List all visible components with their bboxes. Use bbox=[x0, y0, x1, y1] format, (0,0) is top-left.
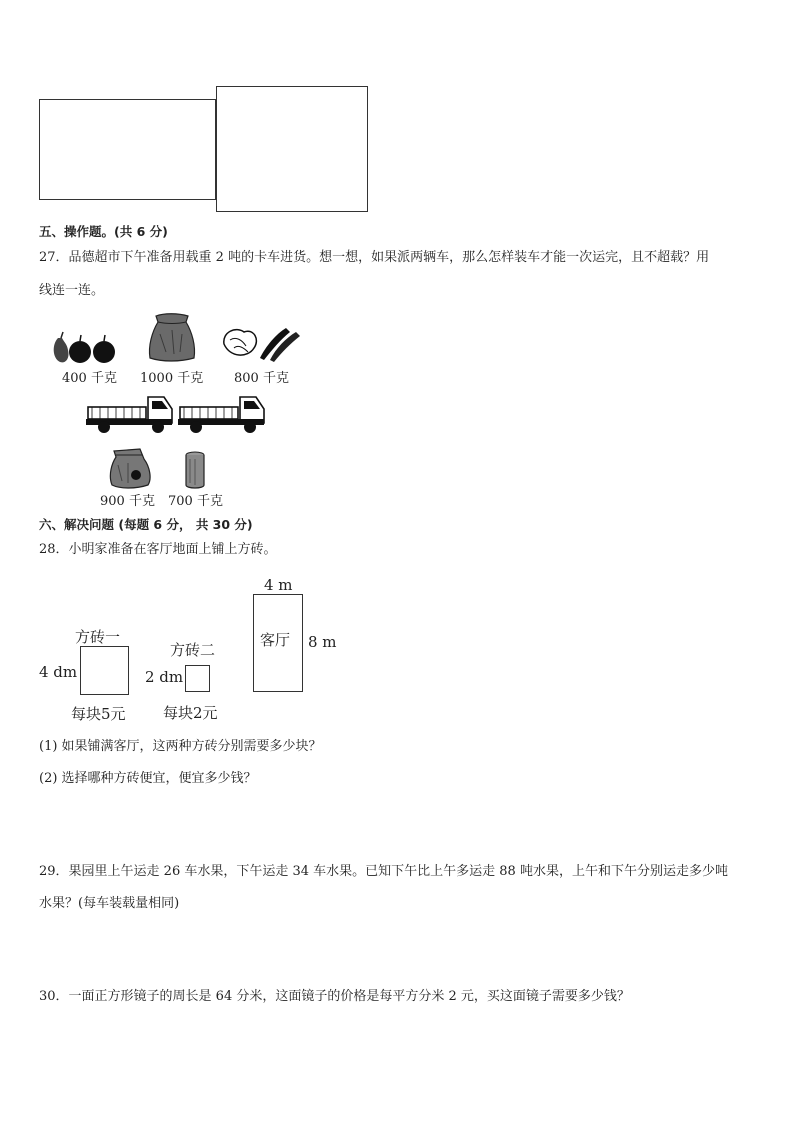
question-29-line-1: 29．果园里上午运走 26 车水果，下午运走 34 车水果。已知下午比上午多运走 88 吨水果，上午和下午分别运走多少吨 bbox=[39, 864, 728, 879]
tile-1-name: 方砖一 bbox=[75, 628, 121, 646]
goods-label-400: 400 千克 bbox=[62, 371, 117, 386]
sack-icon bbox=[146, 312, 198, 362]
fruit-icon bbox=[48, 330, 120, 364]
question-28-text: 28．小明家准备在客厅地面上铺上方砖。 bbox=[39, 542, 277, 557]
tile-2-price: 每块2元 bbox=[163, 704, 218, 722]
drawing-box-left bbox=[39, 99, 216, 200]
truck-icon-right[interactable] bbox=[178, 393, 266, 435]
question-29-line-2: 水果？(每车装载量相同) bbox=[39, 896, 180, 911]
tile-2-name: 方砖二 bbox=[170, 641, 216, 659]
vegetables-icon bbox=[220, 322, 302, 362]
truck-icon-left[interactable] bbox=[86, 393, 174, 435]
tile-2-side-label: 2 dm bbox=[145, 668, 184, 686]
question-28-sub-2: (2) 选择哪种方砖便宜，便宜多少钱？ bbox=[39, 771, 257, 786]
tile-1-square bbox=[80, 646, 129, 695]
question-27-line-2: 线连一连。 bbox=[39, 283, 105, 298]
question-28-sub-1: (1) 如果铺满客厅，这两种方砖分别需要多少块？ bbox=[39, 739, 322, 754]
goods-label-700: 700 千克 bbox=[168, 494, 223, 509]
room-length-label: 8 m bbox=[308, 633, 337, 651]
section-5-title: 五、操作题。(共 6 分) bbox=[39, 224, 168, 239]
drawing-box-right bbox=[216, 86, 368, 212]
question-27-line-1: 27．品德超市下午准备用载重 2 吨的卡车进货。想一想，如果派两辆车，那么怎样装车才能一次运完，且不超载？用 bbox=[39, 250, 710, 265]
can-icon bbox=[184, 451, 206, 489]
section-6-title: 六、解决问题 (每题 6 分， 共 30 分) bbox=[39, 517, 253, 532]
goods-label-800: 800 千克 bbox=[234, 371, 289, 386]
tile-1-side-label: 4 dm bbox=[39, 663, 78, 681]
room-width-label: 4 m bbox=[264, 576, 293, 594]
room-name: 客厅 bbox=[260, 631, 291, 649]
tile-2-square bbox=[185, 665, 210, 692]
tile-1-price: 每块5元 bbox=[71, 705, 126, 723]
goods-label-1000: 1000 千克 bbox=[140, 371, 204, 386]
bag-icon bbox=[106, 447, 154, 489]
question-30-text: 30．一面正方形镜子的周长是 64 分米，这面镜子的价格是每平方分米 2 元，买这面镜子需要多少钱？ bbox=[39, 989, 630, 1004]
goods-label-900: 900 千克 bbox=[100, 494, 155, 509]
